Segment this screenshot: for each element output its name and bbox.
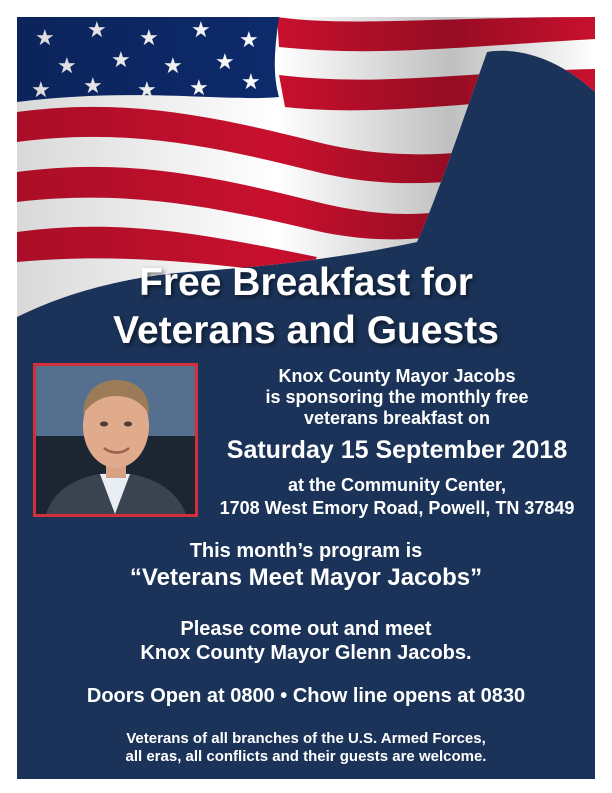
portrait-illustration (36, 366, 195, 514)
event-schedule: Doors Open at 0800 • Chow line opens at 0830 (86, 685, 526, 707)
event-date: Saturday 15 September 2018 (226, 436, 568, 464)
welcome-line-1: Veterans of all branches of the U.S. Armed Forces, (126, 730, 486, 747)
welcome-line-2: all eras, all conflicts and their guests are welcome. (125, 748, 487, 765)
headline-line-2: Veterans and Guests (113, 309, 499, 352)
sponsor-line-1: Knox County Mayor Jacobs (278, 366, 516, 386)
program-name: “Veterans Meet Mayor Jacobs” (129, 564, 483, 591)
sponsor-line-3: veterans breakfast on (303, 408, 491, 428)
program-intro: This month’s program is (189, 540, 423, 562)
invite-line-1: Please come out and meet (180, 618, 432, 640)
flyer (17, 17, 595, 779)
event-venue: at the Community Center, (287, 475, 507, 495)
sponsor-line-2: is sponsoring the monthly free (265, 387, 529, 407)
mayor-portrait-photo (33, 363, 198, 517)
headline-line-1: Free Breakfast for (139, 261, 473, 304)
invite-line-2: Knox County Mayor Glenn Jacobs. (140, 642, 472, 664)
headline (17, 259, 595, 355)
event-address: 1708 West Emory Road, Powell, TN 37849 (219, 498, 575, 518)
